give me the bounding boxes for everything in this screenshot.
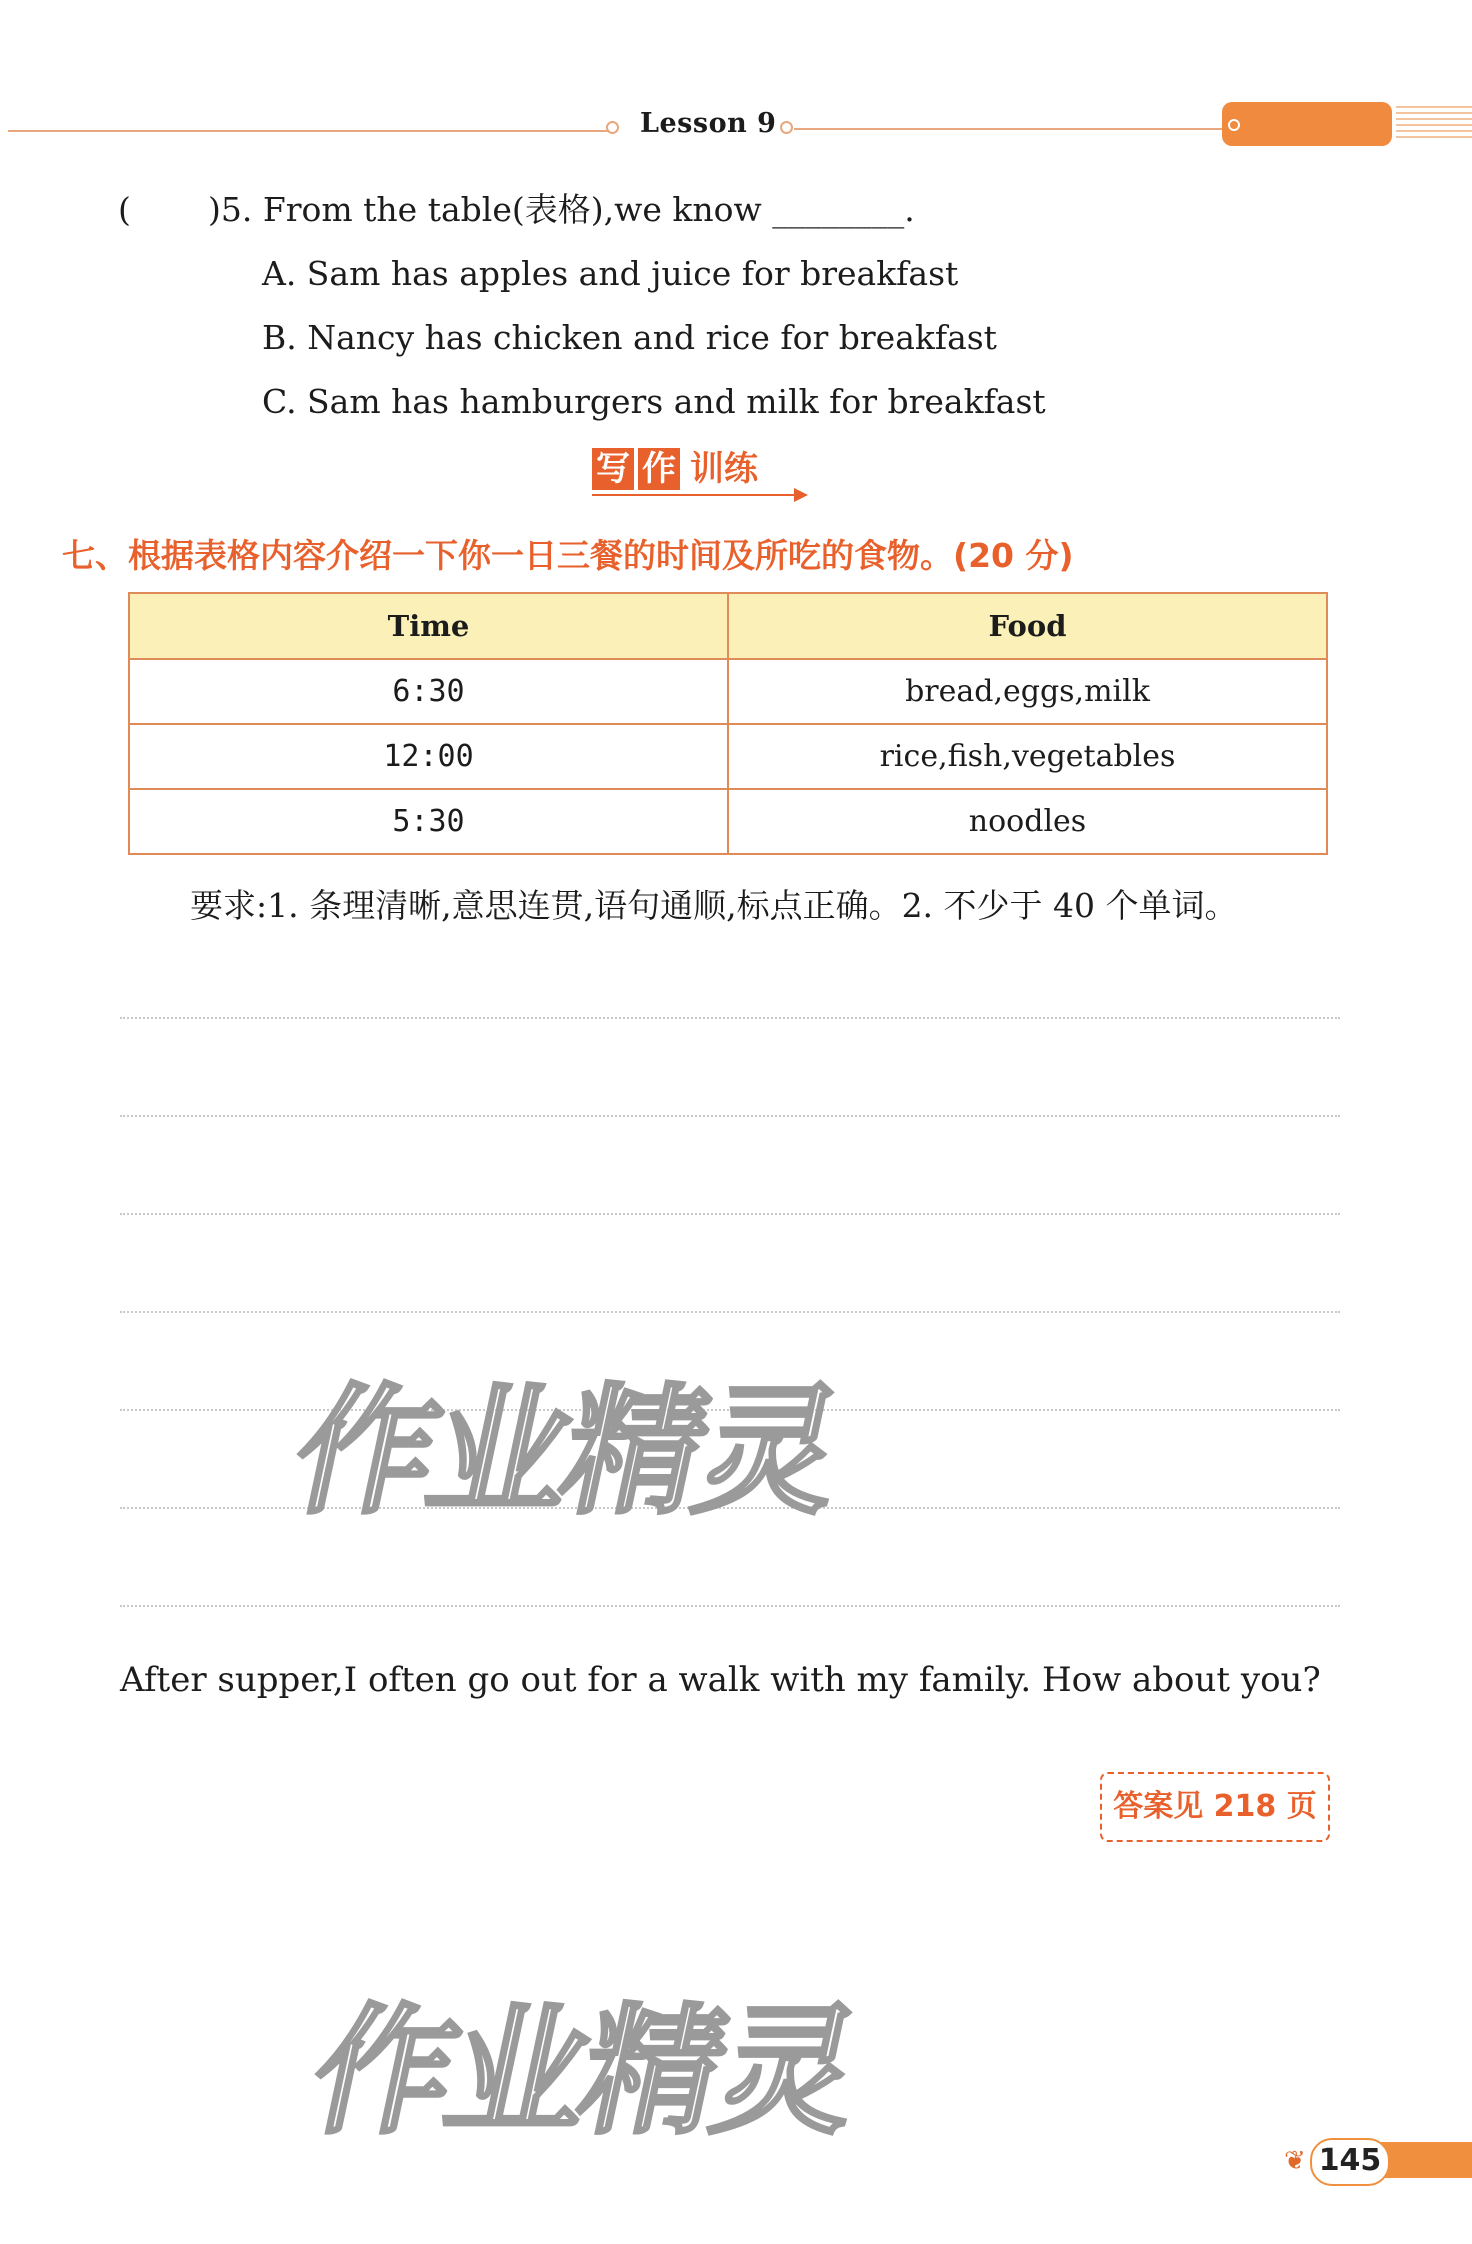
table-row (129, 659, 1327, 724)
lesson-title: Lesson 9 (640, 108, 777, 139)
tip-text: After supper,I often go out for a walk with my family. How about you? (120, 1660, 1321, 1700)
cell-food: rice,fish,vegetables (728, 724, 1327, 789)
badge-arrow-icon (592, 494, 806, 496)
meal-table (128, 592, 1328, 855)
table-row (129, 724, 1327, 789)
option-c: C. Sam has hamburgers and milk for breakfast (262, 382, 1046, 421)
header-time: Time (129, 593, 728, 659)
option-b: B. Nancy has chicken and rice for breakfast (262, 318, 997, 357)
header-rule-right-dot (780, 121, 793, 134)
cell-food: noodles (728, 789, 1327, 854)
writing-training-badge (592, 448, 758, 490)
header-rule-right (794, 128, 1224, 130)
writing-line-4[interactable] (120, 1311, 1340, 1313)
leaf-icon: ❦ (1284, 2146, 1306, 2176)
writing-line-7[interactable] (120, 1605, 1340, 1607)
watermark-logo: 作业精灵 (280, 1371, 851, 1534)
cell-food: bread,eggs,milk (728, 659, 1327, 724)
cell-time: 6:30 (129, 659, 728, 724)
badge-plain-text: 训练 (690, 449, 758, 489)
page-number: 145 (1318, 2143, 1382, 2178)
watermark-logo: 作业精灵 (298, 1991, 869, 2154)
header-stripes (1396, 106, 1472, 142)
header-rule-left (8, 130, 610, 132)
badge-box-char-2: 作 (638, 448, 680, 490)
table-header-row (129, 593, 1327, 659)
badge-box-char-1: 写 (592, 448, 634, 490)
writing-line-3[interactable] (120, 1213, 1340, 1215)
writing-line-2[interactable] (120, 1115, 1340, 1117)
cell-time: 5:30 (129, 789, 728, 854)
header-tab (1222, 102, 1392, 146)
header-food: Food (728, 593, 1327, 659)
header-rule-left-dot (606, 121, 619, 134)
question-5-stem: )5. From the table(表格),we know ________. (208, 190, 915, 229)
table-row (129, 789, 1327, 854)
answer-reference-badge: 答案见 218 页 (1100, 1772, 1330, 1842)
cell-time: 12:00 (129, 724, 728, 789)
section-title: 七、根据表格内容介绍一下你一日三餐的时间及所吃的食物。(20 分) (62, 536, 1074, 575)
requirements-text: 要求:1. 条理清晰,意思连贯,语句通顺,标点正确。2. 不少于 40 个单词。 (190, 886, 1238, 925)
writing-line-1[interactable] (120, 1017, 1340, 1019)
header-tab-dot (1228, 119, 1240, 131)
option-a: A. Sam has apples and juice for breakfast (262, 254, 959, 293)
answer-paren: ( (118, 190, 131, 229)
